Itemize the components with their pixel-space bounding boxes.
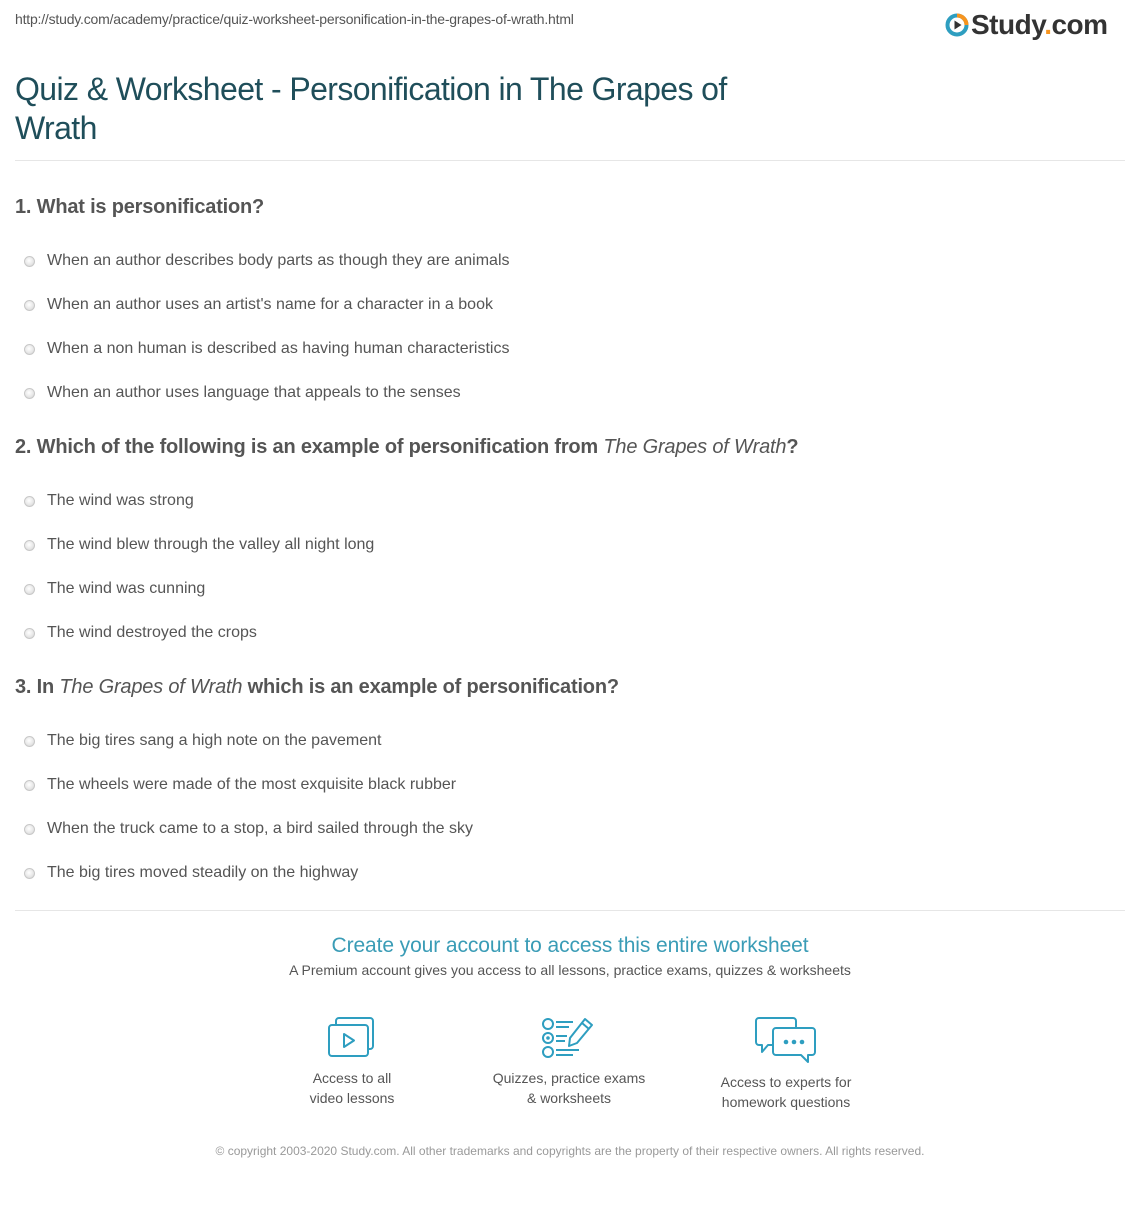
radio-button-icon[interactable] (24, 540, 35, 551)
promo-subtitle: A Premium account gives you access to all lessons, practice exams, quizzes & worksheets (289, 962, 851, 978)
option-label: The big tires sang a high note on the pavement (47, 732, 382, 749)
option-label: When an author describes body parts as though they are animals (47, 252, 510, 269)
radio-button-icon[interactable] (24, 300, 35, 311)
option-label: The big tires moved steadily on the highway (47, 864, 359, 881)
radio-button-icon[interactable] (24, 824, 35, 835)
play-circle-logo-icon (945, 13, 969, 37)
option-label: When an author uses an artist's name for a character in a book (47, 296, 493, 313)
answer-option[interactable] (15, 327, 510, 371)
feature-label: Access to all (312, 1070, 392, 1086)
study-logo[interactable] (945, 9, 1108, 41)
radio-button-icon[interactable] (24, 584, 35, 595)
answer-option[interactable] (15, 763, 619, 807)
chat-bubbles-icon (754, 1016, 818, 1064)
option-label: The wind blew through the valley all night long (47, 536, 375, 553)
radio-button-icon[interactable] (24, 388, 35, 399)
radio-button-icon[interactable] (24, 256, 35, 267)
radio-button-icon[interactable] (24, 736, 35, 747)
logo-wordmark: Study.com (971, 9, 1108, 40)
option-label: The wind destroyed the crops (47, 624, 257, 641)
question-title: 3. In The Grapes of Wrath which is an example of personification? (15, 676, 619, 698)
feature-video-lessons (252, 1016, 452, 1108)
answer-option[interactable] (15, 283, 510, 327)
answer-options (15, 719, 619, 895)
answer-options (15, 479, 798, 655)
radio-button-icon[interactable] (24, 496, 35, 507)
option-label: When the truck came to a stop, a bird sailed through the sky (47, 820, 473, 837)
question-2 (15, 435, 798, 655)
feature-label: video lessons (309, 1090, 395, 1106)
answer-options (15, 239, 510, 415)
answer-option[interactable] (15, 479, 798, 523)
question-1 (15, 195, 510, 415)
feature-label: Access to experts for (720, 1074, 852, 1090)
answer-option[interactable] (15, 239, 510, 283)
question-title: 2. Which of the following is an example of personification from The Grapes of Wrath? (15, 436, 799, 458)
promo-divider (15, 910, 1125, 911)
header-divider (15, 160, 1125, 161)
copyright-footer: © copyright 2003-2020 Study.com. All other trademarks and copyrights are the property of their respective owners. All rights reserved. (215, 1144, 925, 1158)
answer-option[interactable] (15, 611, 798, 655)
option-label: The wind was strong (47, 492, 194, 509)
radio-button-icon[interactable] (24, 780, 35, 791)
radio-button-icon[interactable] (24, 628, 35, 639)
option-label: The wind was cunning (47, 580, 206, 597)
option-label: The wheels were made of the most exquisite black rubber (47, 776, 457, 793)
video-lessons-icon (326, 1016, 378, 1060)
create-account-link[interactable]: Create your account to access this entire worksheet (331, 934, 809, 957)
radio-button-icon[interactable] (24, 868, 35, 879)
answer-option[interactable] (15, 807, 619, 851)
feature-experts (686, 1016, 886, 1112)
feature-label: Quizzes, practice exams (492, 1070, 646, 1086)
option-label: When an author uses language that appeals to the senses (47, 384, 461, 401)
premium-promo (0, 934, 1140, 978)
answer-option[interactable] (15, 719, 619, 763)
quiz-checklist-icon (541, 1016, 597, 1060)
answer-option[interactable] (15, 371, 510, 415)
answer-option[interactable] (15, 567, 798, 611)
option-label: When a non human is described as having human characteristics (47, 340, 510, 357)
feature-quizzes (469, 1016, 669, 1108)
page-url: http://study.com/academy/practice/quiz-worksheet-personification-in-the-grapes-of-wrath.html (15, 11, 574, 27)
answer-option[interactable] (15, 851, 619, 895)
page-title: Quiz & Worksheet - Personification in The Grapes of Wrath (15, 71, 727, 146)
answer-option[interactable] (15, 523, 798, 567)
feature-label: homework questions (721, 1094, 851, 1110)
radio-button-icon[interactable] (24, 344, 35, 355)
feature-label: & worksheets (526, 1090, 612, 1106)
question-title: 1. What is personification? (15, 196, 265, 218)
question-3 (15, 675, 619, 895)
